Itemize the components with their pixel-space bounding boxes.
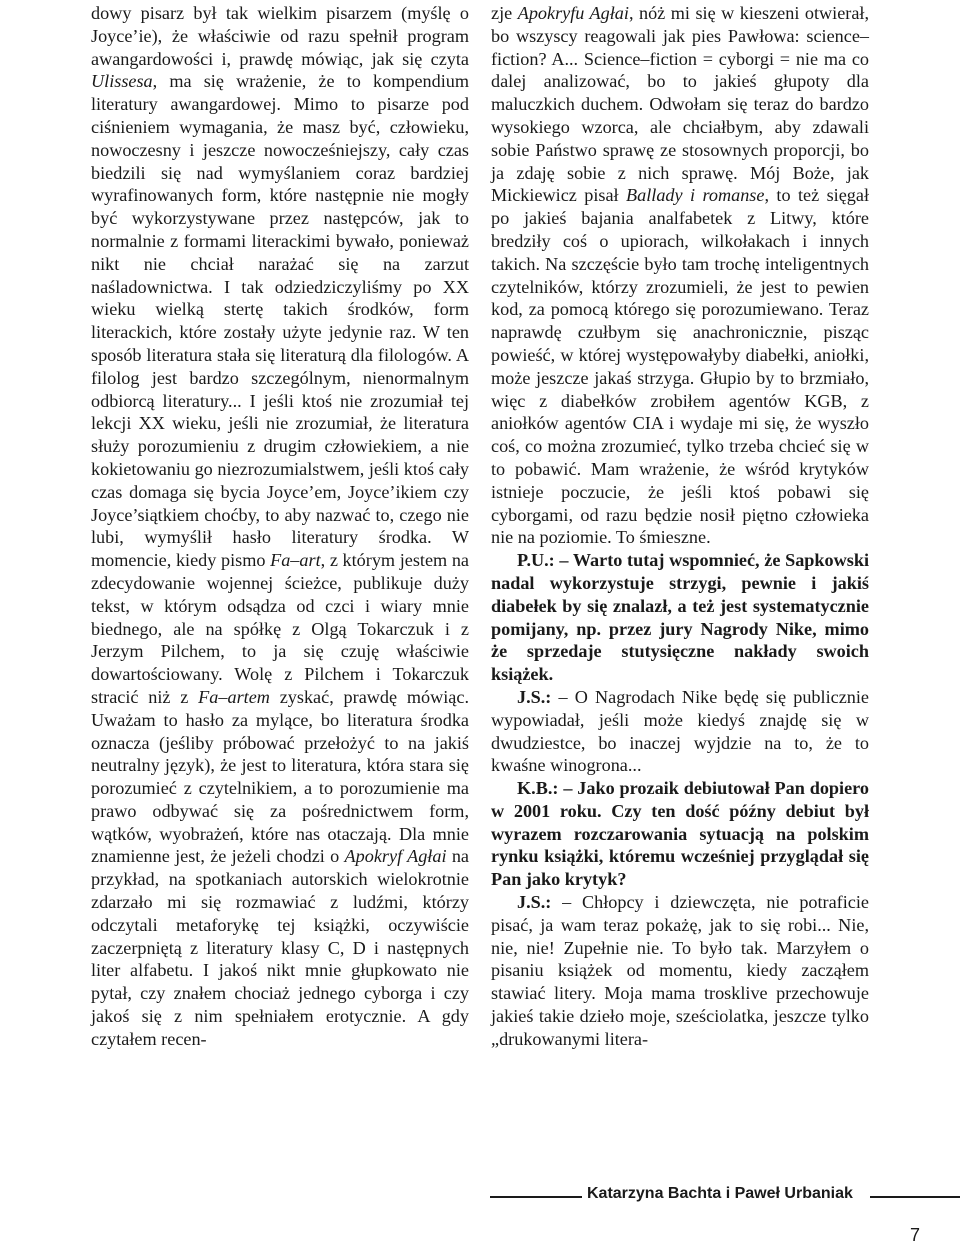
left-paragraph-1 [91,2,469,1051]
speaker-label: K.B.: [517,778,559,799]
question-kb [491,777,869,891]
right-paragraph-1 [491,2,869,549]
answer-text: – Chłopcy i dziewczęta, nie potraficie pisać, ja wam teraz pokażę, jak to się robi... Nie, nie, nie! Zupełnie nie. To było tak. Marzyłem o pisaniu książek od momentu, kiedy zacząłem stawiać litery. Moja mama trosklive przechowuje jakieś takie dzieło moje, sześciolatka, jeszcze tylko „drukowanymi litera- [491,892,869,1049]
speaker-label: J.S.: [517,686,552,707]
right-text-column [491,2,869,1051]
question-text: – Warto tutaj wspomnieć, że Sapkowski nadal wykorzystuje strzygi, pewnie i jakiś diabełek by się znalazł, a też jest systematycznie pomijany, np. przez jury Nagrody Nike, mimo że sprzedaje stutysięczne nakłady swoich książek. [491,550,869,685]
footer-rule-right [870,1196,960,1198]
text-run: na przykład, na spotkaniach autorskich wielokrotnie zdarzało mi się rozmawiać z ludźmi, którzy odczytali metaforykę tej książki, oczywiście zaczerpniętą z literatury klasy C, D i następnych liter alfabetu. I jakoś nikt mnie głupkowato nie pytał, czy znałem chociaż jednego cyborga i czy jakoś się z nim spełniałem erotycznie. A gdy czytałem recen- [91,846,469,1049]
italic-title: Apokryfu Agłai [517,3,629,23]
answer-text: – O Nagrodach Nike będę się publicznie wypowiadał, jeśli może kiedyś znajdę się w dwudziestce, bo inaczej wyjdzie na to, że to kwaśne winogrona... [491,686,869,776]
speaker-label: P.U.: [517,550,555,571]
text-run: , nóż mi się w kieszeni otwierał, bo wszyscy reagowali jak pies Pawłowa: science–fiction? A... Science–fiction = cyborgi = nie ma co dalej analizować, bo to jakieś głupoty dla maluczkich duchem. Odwołam się teraz do bardzo wysokiego wzorca, ale chciałbym, aby zdawali sobie Państwo sprawę ze stosownych proporcji, bo ja zdaję sobie z nich sprawę. Mój Boże, jak Mickiewicz pisał [491,3,869,206]
text-run: , to też sięgał po jakieś bajania analfabetek z Litwy, które bredziły coś o upiorach, wilkołakach i innych takich. Na szczęście było tam trochę inteligentnych czytelników, którzy zrozumieli, że jest to pewien kod, za pomocą którego się porozumiewano. Teraz naprawdę czułbym się anachronicznie, pisząc powieść, w której występowałyby diabełki, aniołki, może jeszcze jakaś strzyga. Głupio by to brzmiało, więc z diabełków zrobiłem agentów KGB, z aniołków agentów CIA i wydaje mi się, że wyszło coś, co można zrozumieć, tylko trzeba chcieć się w to pobawić. Mam wrażenie, że wśród krytyków istnieje poczucie, że jeśli ktoś pobawi się cyborgami, od razu będzie nosił piętno człowieka nie na poziomie. To śmieszne. [491,185,869,548]
footer-authors: Katarzyna Bachta i Paweł Urbaniak [587,1185,853,1202]
text-run: dowy pisarz był tak wielkim pisarzem (myślę o Joyce’ie), że właściwie od razu spełnił program awangardowości i, prawdę mówiąc, jak się czyta [91,3,469,69]
text-run: zyskać, prawdę mówiąc. Uważam to hasło za mylące, bo literatura środka oznacza (jeśliby próbować przełożyć to na jakiś neutralny język), że jest to literatura, która stara się porozumieć z czytelnikiem, a to porozumienie ma prawo odbywać się za pośrednictwem form, wątków, wyobrażeń, które nas otaczają. Dla mnie znamienne jest, że jeżeli chodzi o [91,686,469,867]
left-text-column [91,2,469,1051]
italic-title: Ballady i romanse [626,185,765,206]
question-text: – Jako prozaik debiutował Pan dopiero w 2001 roku. Czy ten dość późny debiut był wyrazem rozczarowania sytuacją na polskim rynku książki, któremu wcześniej przyglądał się Pan jako krytyk? [491,778,869,890]
text-run: , z którym jestem na zdecydowanie wojennej ścieżce, publikuje duży tekst, w którym odsądza od czci i wiary mnie biednego, ale na spółkę z Olgą Tokarczuk i z Jerzym Pilchem, to ja się czuję właściwie dowartościowany. Wolę z Pilchem i Tokarczuk stracić niż z [91,550,469,707]
italic-title: Fa–artem [198,686,270,707]
italic-title: Apokryf Agłai [344,846,447,867]
speaker-label: J.S.: [517,892,552,913]
answer-js-2 [491,891,869,1051]
footer-rule-left [490,1196,582,1198]
answer-js-1 [491,686,869,777]
question-pu [491,549,869,686]
text-run: zje [491,3,518,23]
italic-title: Fa–art [270,550,321,571]
page-number: 7 [910,1225,921,1245]
text-run: , ma się wrażenie, że to kompendium literatury awangardowej. Mimo to pisarze pod ciśnieniem wymagania, że masz być, człowieku, nowoczesny i jeszcze nowocześniejszy, cały czas biedzili się nad wymyślaniem coraz bardziej wyrafinowanych form, które następnie nie mogły być wykorzystywane przez następców, jak to normalnie z formami literackimi bywało, ponieważ nikt nie chciał narażać się na zarzut naśladownictwa. I tak odziedziczyliśmy po XX wieku wielką stertę takich środków, form literackich, które zostały użyte jedynie raz. W ten sposób literatura stała się literaturą dla filologów. A filolog jest bardzo szczególnym, nienormalnym odbiorcą literatury... I jeśli ktoś nie zrozumiał tej lekcji XX wieku, jeśli nie zrozumiał, że literatura służy porozumieniu z drugim człowiekiem, a nie kokietowaniu go niezrozumialstwem, jeśli ktoś cały czas domaga się bycia Joyce’em, Joyce’ikiem czy Joyce’siątkiem choćby, to aby nazwać to, czego nie lubi, wymyślił hasło literatury środka. W momencie, kiedy pismo [91,71,469,571]
italic-title: Ulissesa [91,71,153,92]
